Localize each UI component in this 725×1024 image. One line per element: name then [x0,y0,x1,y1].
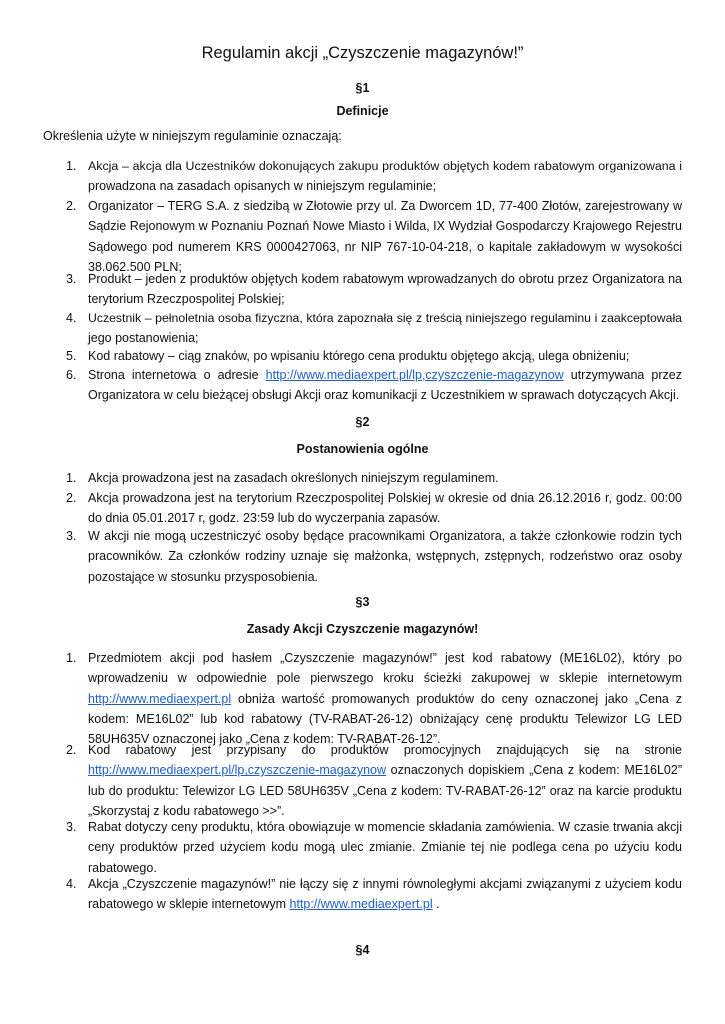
list-item-number: 4. [66,877,77,891]
mediaexpert-home-link[interactable]: http://www.mediaexpert.pl [289,897,433,912]
list-item-text [88,526,682,587]
text-line [88,689,682,709]
text-line: Akcja – akcja dla Uczestników dokonujących zakupu produktów objętych kodem rabatowym organizowana i [88,159,682,173]
text-segment: obniża wartość promowanych produktów do ceny oznaczonej jako „Cena z [231,691,682,706]
list-item-number: 3. [66,529,77,543]
text-segment: oznaczonych dopiskiem „Cena z kodem: ME16L02” [386,763,682,778]
text-line: Organizatora w celu bieżącej obsługi Akcji oraz komunikacji z Uczestnikiem w sprawach dotyczących Akcji. [88,388,680,403]
text-line: Akcja prowadzona jest na zasadach określonych niniejszym regulaminem. [88,471,499,485]
list-item-text [88,648,682,749]
text-line: pracowników. Za członków rodziny uznaje się małżonka, wstępnych, zstępnych, rodzeństwo oraz osoby [88,549,682,564]
document-title: Regulamin akcji „Czyszczenie magazynów!” [201,44,524,62]
list-item-number: 2. [66,491,77,505]
mediaexpert-promo-link[interactable]: http://www.mediaexpert.pl/lp,czyszczenie-magazynow [265,368,564,382]
text-segment: utrzymywana przez [563,368,682,382]
mediaexpert-promo-link[interactable]: http://www.mediaexpert.pl/lp,czyszczenie-magazynow [88,763,387,778]
text-line: Rabat dotyczy ceny produktu, która obowiązuje w momencie składania zamówienia. W czasie trwania akcji [88,820,682,834]
text-line: Sądzie Rejonowym w Poznaniu Poznań Nowe Miasto i Wilda, IX Wydział Gospodarczy Krajowego Rejestru [88,219,682,234]
text-line: Akcja „Czyszczenie magazynów!” nie łączy się z innymi równoległymi akcjami związanymi z użyciem kodu [88,877,682,891]
list-item-number: 1. [66,159,77,173]
text-line: pozostające w stosunku przysposobienia. [88,569,318,584]
text-segment: rabatowego w sklepie internetowym [88,897,290,912]
mediaexpert-home-link[interactable]: http://www.mediaexpert.pl [88,691,232,706]
text-line: Kod rabatowy – ciąg znaków, po wpisaniu którego cena produktu objętego akcją, ulega obniżeniu; [88,349,630,363]
list-item-number: 4. [66,311,77,325]
text-line [88,365,682,385]
text-line [88,760,682,780]
text-line: Organizator – TERG S.A. z siedzibą w Złotowie przy ul. Za Dworcem 1D, 77-400 Złotów, zarejestrowany w [88,199,682,213]
text-line: wprowadzeniu w odpowiednie pole pierwszego kroku ścieżki zakupowej w sklepie internetowym [88,671,682,686]
list-item-text [88,468,682,488]
list-item-text [88,365,682,406]
text-line: do dnia 05.01.2017 r, godz. 23:59 lub do wyczerpania zapasów. [88,511,441,526]
text-segment: Strona internetowa o adresie [88,368,266,382]
text-line: jego postanowienia; [88,331,199,346]
list-item-text [88,874,682,915]
list-item-number: 2. [66,199,77,213]
list-item-text [88,196,682,277]
text-line: 38.062.500 PLN; [88,259,182,274]
text-line [88,894,682,914]
text-line: Produkt – jeden z produktów objętych kodem rabatowym wprowadzanych do obrotu przez Organizatora na [88,272,682,286]
text-line: ceny produktów przed użyciem kodu mogą ulec zmianie. Zmianie tej nie podlega cena po użyciu kodu [88,840,682,855]
list-item-text [88,817,682,878]
list-item-number: 3. [66,820,77,834]
section-2-number: §2 [355,415,370,429]
text-line: Uczestnik – pełnoletnia osoba fizyczna, która zapoznała się z treścią niniejszego regulaminu i zaakceptowała [88,311,682,325]
section-3-number: §3 [355,595,370,609]
list-item-number: 1. [66,471,77,485]
text-line: „Skorzystaj z kodu rabatowego >>”. [88,803,285,818]
text-line: prowadzona na zasadach opisanych w niniejszym regulaminie; [88,179,437,194]
text-line: 58UH635V oznaczonej jako „Cena z kodem: TV-RABAT-26-12”. [88,732,441,747]
text-line: terytorium Rzeczpospolitej Polskiej; [88,292,285,307]
list-item-text [88,346,682,366]
list-item-number: 3. [66,272,77,286]
list-item-text [88,156,682,197]
text-line: W akcji nie mogą uczestniczyć osoby będące pracownikami Organizatora, a także członkowie rodzin tych [88,529,682,543]
list-item-text [88,308,682,349]
section-3-heading: Zasady Akcji Czyszczenie magazynów! [246,622,479,636]
text-line: Kod rabatowy jest przypisany do produktów promocyjnych znajdujących się na stronie [88,743,682,757]
text-line: lub do produktu: Telewizor LG LED 58UH635V „Cena z kodem: TV-RABAT-26-12” oraz na karcie produktu [88,783,682,798]
text-line: rabatowego. [88,860,157,875]
text-line: Przedmiotem akcji pod hasłem „Czyszczenie magazynów!” jest kod rabatowy (ME16L02), który po [88,651,682,665]
list-item-number: 2. [66,743,77,757]
list-item-text [88,488,682,529]
text-line: Sądowego pod numerem KRS 0000427063, nr NIP 767-10-04-218, o kapitale zakładowym w wysokości [88,239,682,254]
list-item-text [88,269,682,310]
list-item-number: 5. [66,349,77,363]
section-4-number: §4 [355,943,370,957]
text-line: Akcja prowadzona jest na terytorium Rzeczpospolitej Polskiej w okresie od dnia 26.12.2016 r, godz. 00:00 [88,491,682,505]
text-segment: . [432,897,440,912]
section-1-heading: Definicje [336,104,389,118]
list-item-number: 1. [66,651,77,665]
text-line: kodem: ME16L02” lub kod rabatowy (TV-RABAT-26-12) obniżający cenę produktu Telewizor LG LED [88,711,682,726]
list-item-text [88,740,682,821]
section-1-number: §1 [355,81,370,95]
list-item-number: 6. [66,368,77,382]
section-2-heading: Postanowienia ogólne [296,442,429,456]
section-1-intro: Określenia użyte w niniejszym regulaminie oznaczają: [43,129,342,143]
